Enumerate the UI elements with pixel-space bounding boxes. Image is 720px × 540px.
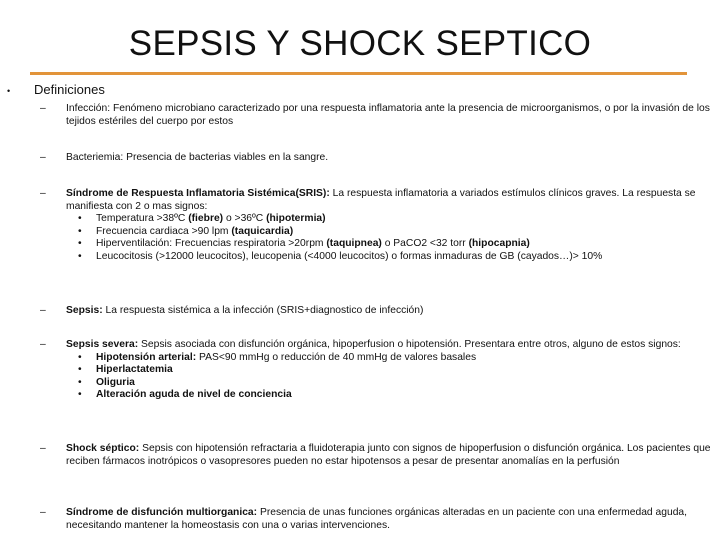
term: Sepsis severa: <box>66 339 139 350</box>
definition-infeccion <box>40 103 712 128</box>
term: Infección: <box>66 103 111 114</box>
term: Bacteriemia: <box>66 152 124 163</box>
term: Síndrome de disfunción multiorganica: <box>66 507 258 518</box>
definition: Sepsis con hipotensión refractaria a fluidoterapia junto con signos de hipoperfusion o disfunción orgánica. Los pacientes que reciben fármacos inotrópicos o vasopresores pueden no estar hipotensos a pesar de presentar anomalías en la perfusión <box>66 443 711 467</box>
slide-title: SEPSIS Y SHOCK SEPTICO <box>128 24 592 63</box>
sris-signs-list <box>66 213 712 263</box>
dash-bullet: – <box>40 103 46 114</box>
list-item: • Leucocitosis (>12000 leucocitos), leucopenia (<4000 leucocitos) o formas inmaduras de GB (cayados…)> 10% <box>78 250 603 262</box>
dash-bullet: – <box>40 188 46 199</box>
definition: La respuesta inflamatoria a variados estímulos clínicos graves. La respuesta se manifiesta con 2 o mas signos: <box>66 188 696 212</box>
bullet-dot: • <box>78 351 82 363</box>
definition-sris <box>40 188 712 263</box>
list-item: • Hipotensión arterial: PAS<90 mmHg o reducción de 40 mmHg de valores basales <box>78 351 477 363</box>
title-underline <box>30 72 687 75</box>
definition-sepsis-severa <box>40 339 712 402</box>
bullet-dot: • <box>78 225 82 237</box>
dash-bullet: – <box>40 507 46 518</box>
section-heading: Definiciones <box>34 82 105 97</box>
bullet-dot: • <box>78 238 82 249</box>
bullet-dot: • <box>78 389 82 400</box>
definition: La respuesta sistémica a la infección (SRIS+diagnostico de infección) <box>102 305 424 316</box>
list-item: • Frecuencia cardiaca >90 lpm (taquicardia) <box>78 225 294 237</box>
definition: Sepsis asociada con disfunción orgánica, hipoperfusion o hipotensión. Presentara entre otros, alguno de estos signos: <box>138 339 681 350</box>
dash-bullet: – <box>40 443 46 454</box>
sepsis-severa-signs-list <box>66 352 712 402</box>
list-item: • Hiperlactatemia <box>78 364 173 375</box>
definition-sepsis <box>40 305 712 318</box>
section-bullet: • <box>7 86 11 96</box>
definition-shock-septico <box>40 443 712 468</box>
term: Síndrome de Respuesta Inflamatoria Sistémica(SRIS): <box>66 188 330 199</box>
list-item: • Alteración aguda de nivel de conciencia <box>78 389 292 400</box>
definition-bacteriemia <box>40 152 712 165</box>
bullet-dot: • <box>78 376 82 388</box>
term: Shock séptico: <box>66 443 140 454</box>
term: Sepsis: <box>66 305 103 316</box>
dash-bullet: – <box>40 152 46 163</box>
definition: Presencia de unas funciones orgánicas alteradas en un paciente con una enfermedad aguda, necesitando mantener la homeostasis con una o varias intervenciones. <box>66 507 688 531</box>
dash-bullet: – <box>40 305 46 316</box>
bullet-dot: • <box>78 364 82 375</box>
list-item: • Hiperventilación: Frecuencias respiratoria >20rpm (taquipnea) o PaCO2 <32 torr (hipocapnia) <box>78 238 530 249</box>
dash-bullet: – <box>40 339 46 350</box>
bullet-dot: • <box>78 250 82 262</box>
list-item: • Temperatura >38ºC (fiebre) o >36ºC (hipotermia) <box>78 213 326 224</box>
definition: Fenómeno microbiano caracterizado por una respuesta inflamatoria ante la presencia de microorganismos, o por la invasión de los tejidos estériles del cuerpo por estos <box>66 103 710 127</box>
definition: Presencia de bacterias viables en la sangre. <box>123 152 329 163</box>
definition-disfuncion-multiorganica <box>40 507 712 532</box>
bullet-dot: • <box>78 213 82 224</box>
list-item: • Oliguria <box>78 376 135 388</box>
